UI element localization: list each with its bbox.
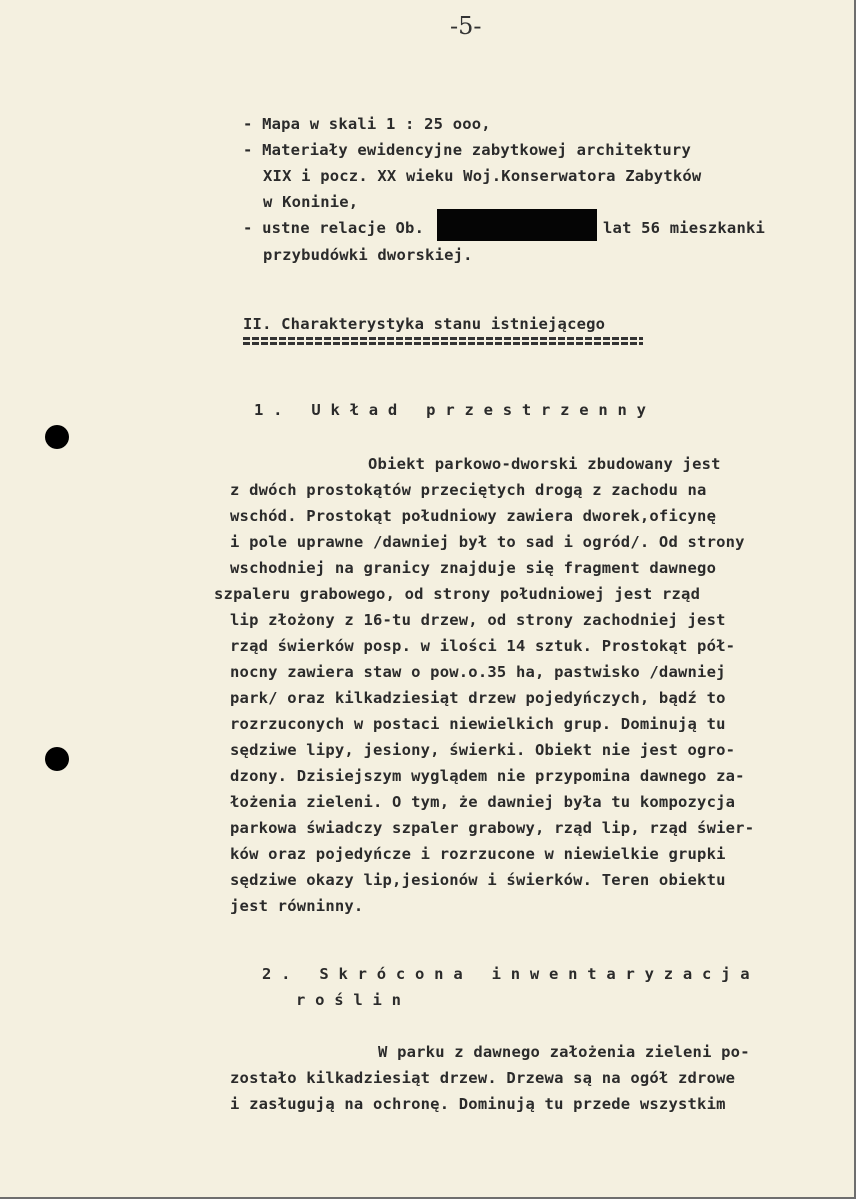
paragraph-line: wschód. Prostokąt południowy zawiera dworek,oficynę bbox=[230, 507, 717, 525]
source-line: przybudówki dworskiej. bbox=[263, 246, 473, 264]
paragraph-line: i pole uprawne /dawniej był to sad i ogród/. Od strony bbox=[230, 533, 745, 551]
paragraph-line: szpaleru grabowego, od strony południowej jest rząd bbox=[214, 585, 701, 603]
paragraph-line: park/ oraz kilkadziesiąt drzew pojedyńczych, bądź to bbox=[230, 689, 726, 707]
paragraph-line: rząd świerków posp. w ilości 14 sztuk. Prostokąt pół- bbox=[230, 637, 736, 655]
paragraph-line: lip złożony z 16-tu drzew, od strony zachodniej jest bbox=[230, 611, 726, 629]
paragraph-line: W parku z dawnego założenia zieleni po- bbox=[378, 1043, 750, 1061]
heading-underline bbox=[243, 337, 643, 345]
paragraph-line: z dwóch prostokątów przeciętych drogą z zachodu na bbox=[230, 481, 707, 499]
paragraph-line: jest równinny. bbox=[230, 897, 364, 915]
paragraph-line: i zasługują na ochronę. Dominują tu przede wszystkim bbox=[230, 1095, 726, 1113]
subsection-heading: 2. Skrócona inwentaryzacja bbox=[262, 965, 760, 983]
paragraph-line: zostało kilkadziesiąt drzew. Drzewa są na ogół zdrowe bbox=[230, 1069, 736, 1087]
paragraph-line: sędziwe lipy, jesiony, świerki. Obiekt nie jest ogro- bbox=[230, 741, 736, 759]
page-number: -5- bbox=[450, 12, 482, 40]
paragraph-line: rozrzuconych w postaci niewielkich grup. Dominują tu bbox=[230, 715, 726, 733]
paragraph-line: sędziwe okazy lip,jesionów i świerków. Teren obiektu bbox=[230, 871, 726, 889]
section-heading: II. Charakterystyka stanu istniejącego bbox=[243, 315, 606, 333]
paragraph-line: łożenia zieleni. O tym, że dawniej była tu kompozycja bbox=[230, 793, 736, 811]
source-line: w Koninie, bbox=[263, 193, 359, 211]
punch-hole bbox=[45, 747, 69, 771]
paragraph-line: dzony. Dzisiejszym wyglądem nie przypomina dawnego za- bbox=[230, 767, 745, 785]
source-line: XIX i pocz. XX wieku Woj.Konserwatora Zabytków bbox=[263, 167, 702, 185]
punch-hole bbox=[45, 425, 69, 449]
source-line: - Materiały ewidencyjne zabytkowej architektury bbox=[243, 141, 691, 159]
paragraph-line: parkowa świadczy szpaler grabowy, rząd lip, rząd świer- bbox=[230, 819, 755, 837]
paragraph-line: Obiekt parkowo-dworski zbudowany jest bbox=[368, 455, 721, 473]
source-line: - Mapa w skali 1 : 25 ooo, bbox=[243, 115, 491, 133]
subsection-heading: 1. Układ przestrzenny bbox=[254, 401, 656, 419]
paragraph-line: ków oraz pojedyńcze i rozrzucone w niewielkie grupki bbox=[230, 845, 726, 863]
redaction-bar bbox=[437, 209, 597, 241]
source-line: - ustne relacje Ob. bbox=[243, 219, 425, 237]
source-line: lat 56 mieszkanki bbox=[603, 219, 766, 237]
subsection-heading-continued: roślin bbox=[296, 991, 411, 1009]
paragraph-line: wschodniej na granicy znajduje się fragment dawnego bbox=[230, 559, 717, 577]
paragraph-line: nocny zawiera staw o pow.o.35 ha, pastwisko /dawniej bbox=[230, 663, 726, 681]
